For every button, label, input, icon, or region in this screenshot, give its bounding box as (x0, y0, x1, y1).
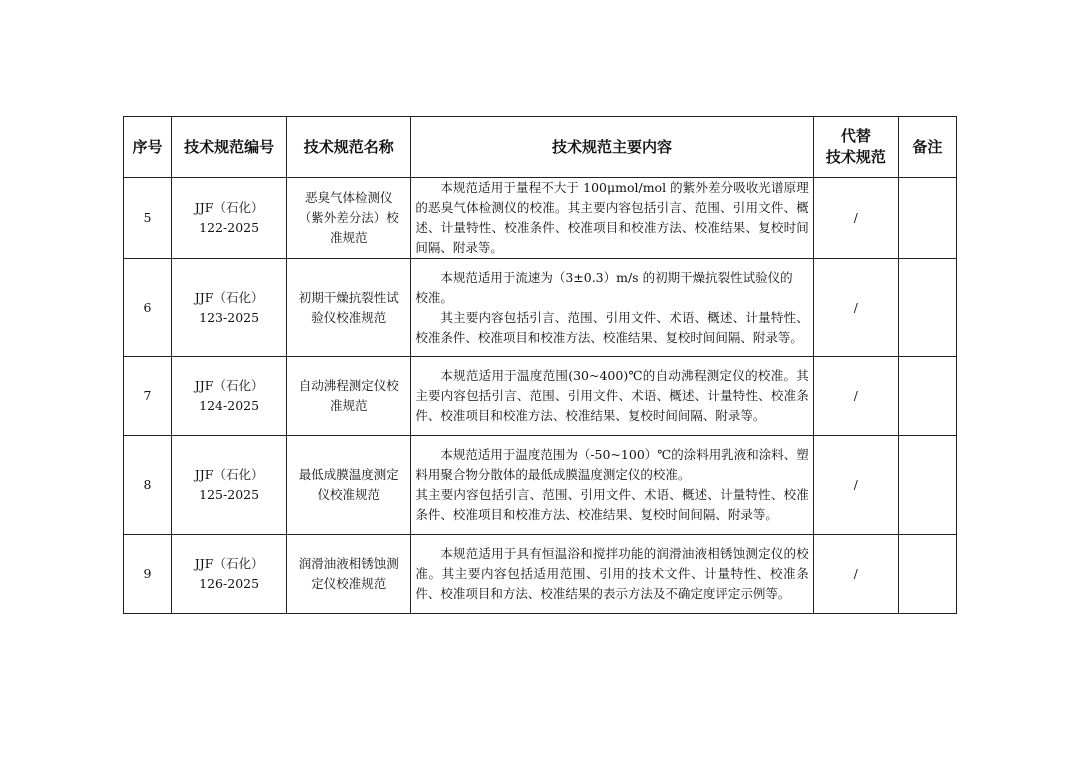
row-content (411, 436, 813, 535)
row-name-line3: 准规范 (329, 230, 368, 245)
row-content (411, 357, 813, 436)
row-code (172, 436, 287, 535)
header-replace-line1: 代替 (840, 127, 871, 145)
table-row (124, 178, 957, 259)
row-code (172, 357, 287, 436)
header-replace-line2: 技术规范 (825, 148, 886, 166)
row-content-p2: 校准。 (415, 289, 453, 305)
row-name-line1: 最低成膜温度测定 (298, 467, 399, 482)
header-row (124, 117, 957, 178)
row-replace (813, 357, 898, 436)
row-name-line2: （紫外差分法）校 (298, 210, 399, 225)
row-no: 7 (124, 357, 172, 436)
header-name: 技术规范名称 (287, 117, 411, 178)
row-code-line1: JJF（石化） (194, 467, 264, 482)
row-content-p1: 本规范适用于温度范围(30~400)℃的自动沸程测定仪的校准。其主要内容包括引言、范围、引用文件、术语、概述、计量特性、校准条件、校准项目和校准方法、校准结果、复校时间间隔、附录等。 (415, 368, 809, 423)
header-replace (813, 117, 898, 178)
row-replace (813, 178, 898, 259)
row-code-line1: JJF（石化） (194, 378, 264, 393)
row-name (287, 178, 411, 259)
header-note: 备注 (898, 117, 956, 178)
row-code (172, 259, 287, 357)
row-code-line1: JJF（石化） (194, 556, 264, 571)
row-code (172, 178, 287, 259)
row-name-line1: 润滑油液相锈蚀测 (298, 556, 399, 571)
row-note (898, 535, 956, 614)
table-row (124, 259, 957, 357)
row-code-line2: 125-2025 (199, 487, 260, 502)
row-name-line2: 定仪校准规范 (311, 576, 387, 591)
row-content-p3: 其主要内容包括引言、范围、引用文件、术语、概述、计量特性、校准条件、校准项目和校准方法、校准结果、复校时间间隔、附录等。 (415, 309, 809, 345)
row-replace-mark: / (853, 389, 858, 403)
row-name-line1: 自动沸程测定仪校 (298, 378, 399, 393)
row-code-line2: 123-2025 (199, 309, 260, 325)
row-no: 9 (124, 535, 172, 614)
row-note (898, 357, 956, 436)
row-name-line1: 恶臭气体检测仪 (304, 190, 393, 205)
row-content-p1: 本规范适用于温度范围为（-50~100）℃的涂料用乳液和涂料、塑料用聚合物分散体的最低成膜温度测定仪的校准。 (415, 447, 809, 482)
row-code-line2: 124-2025 (199, 398, 260, 413)
row-code-line1: JJF（石化） (194, 200, 264, 215)
row-code-line2: 126-2025 (199, 576, 260, 591)
header-content: 技术规范主要内容 (411, 117, 813, 178)
row-name-line2: 验仪校准规范 (311, 309, 387, 325)
row-replace (813, 259, 898, 357)
row-code-line1: JJF（石化） (194, 289, 264, 305)
row-no: 6 (124, 259, 172, 357)
header-code: 技术规范编号 (172, 117, 287, 178)
row-content-p1: 本规范适用于具有恒温浴和搅拌功能的润滑油液相锈蚀测定仪的校准。其主要内容包括适用范围、引用的技术文件、计量特性、校准条件、校准项目和方法、校准结果的表示方法及不确定度评定示例等。 (415, 546, 809, 601)
row-note (898, 259, 956, 357)
table-row (124, 357, 957, 436)
row-content-p1: 本规范适用于流速为（3±0.3）m/s 的初期干燥抗裂性试验仪的 (440, 269, 793, 285)
row-no: 8 (124, 436, 172, 535)
row-replace-mark: / (853, 567, 858, 581)
row-no: 5 (124, 178, 172, 259)
row-name (287, 436, 411, 535)
row-content (411, 535, 813, 614)
row-code-line2: 122-2025 (199, 220, 260, 235)
row-content-p1: 本规范适用于量程不大于 100μmol/mol 的紫外差分吸收光谱原理的恶臭气体检测仪的校准。其主要内容包括引言、范围、引用文件、概述、计量特性、校准条件、校准项目和校准方法、校准结果、复校时间间隔、附录等。 (415, 180, 809, 255)
row-name-line2: 仪校准规范 (317, 487, 380, 502)
table-row (124, 436, 957, 535)
row-name (287, 259, 411, 357)
row-replace-mark: / (853, 478, 858, 492)
row-name-line2: 准规范 (329, 398, 368, 413)
row-replace-mark: / (853, 211, 858, 225)
row-replace (813, 436, 898, 535)
row-note (898, 436, 956, 535)
row-name (287, 357, 411, 436)
header-no: 序号 (124, 117, 172, 178)
row-content-p2: 其主要内容包括引言、范围、引用文件、术语、概述、计量特性、校准条件、校准项目和校准方法、校准结果、复校时间间隔、附录等。 (415, 487, 809, 522)
row-code (172, 535, 287, 614)
row-replace (813, 535, 898, 614)
row-replace-mark: / (853, 300, 858, 315)
row-content (411, 178, 813, 259)
spec-table (123, 116, 957, 614)
row-content (411, 259, 813, 357)
table-row (124, 535, 957, 614)
row-name-line1: 初期干燥抗裂性试 (298, 289, 399, 305)
row-name (287, 535, 411, 614)
row-note (898, 178, 956, 259)
